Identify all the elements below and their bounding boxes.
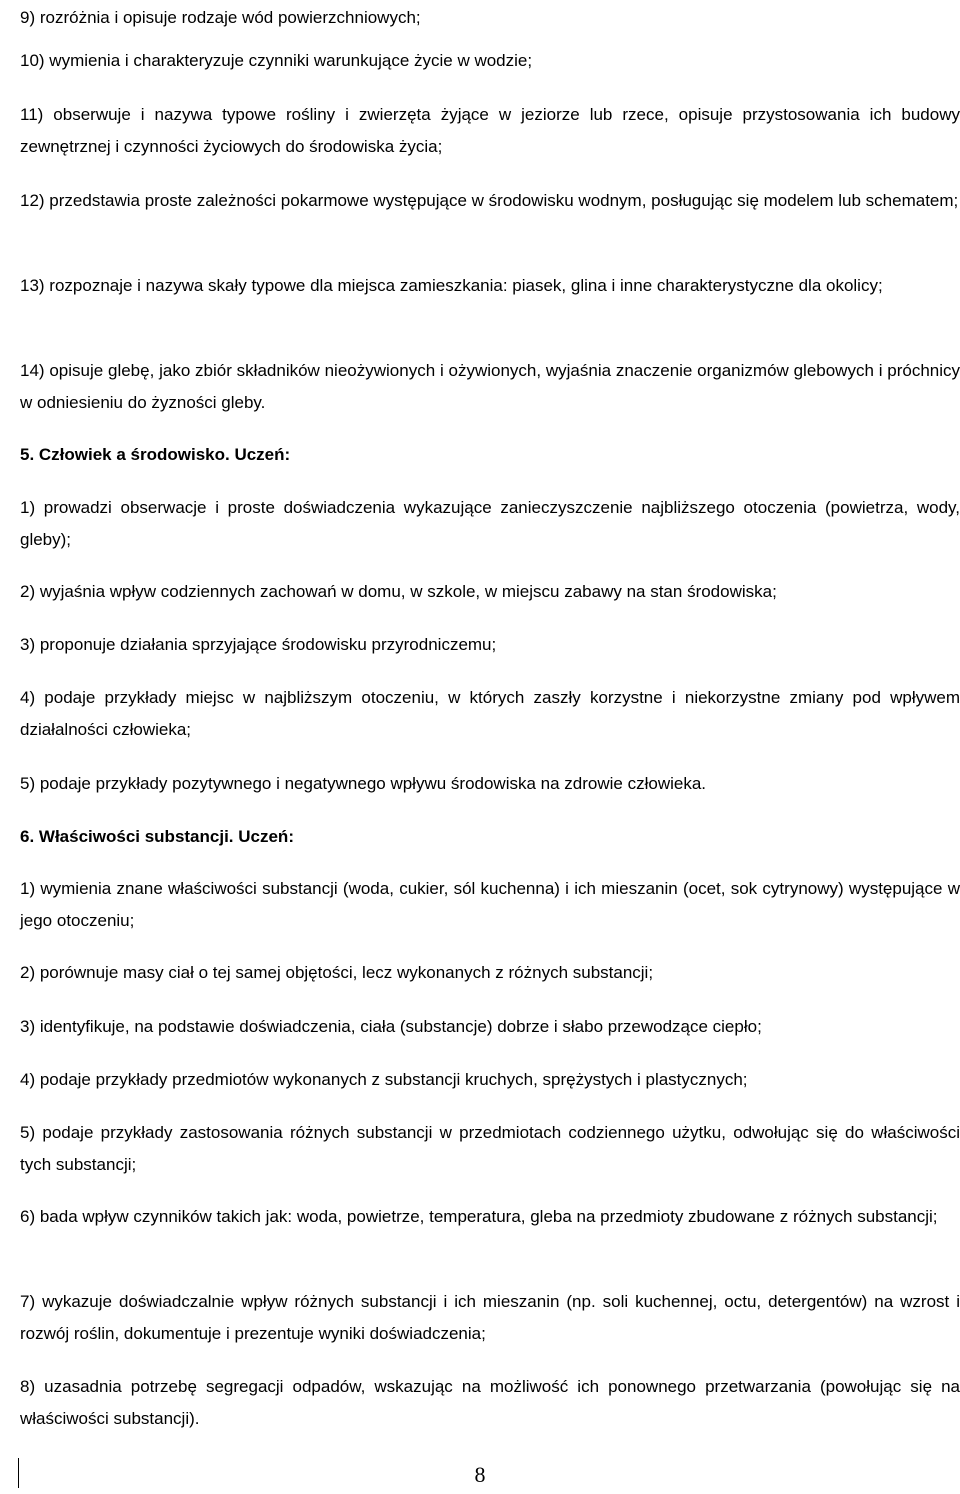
list-item: 1) prowadzi obserwacje i proste doświadczenia wykazujące zanieczyszczenie najbliższego otoczenia (powietrza, wody, gleby); (20, 498, 960, 549)
list-item: 10) wymienia i charakteryzuje czynniki warunkujące życie w wodzie; (20, 51, 533, 70)
list-item: 11) obserwuje i nazywa typowe rośliny i zwierzęta żyjące w jeziorze lub rzece, opisuje przystosowania ich budowy zewnętrznej i czynności życiowych do środowiska życia; (20, 105, 960, 156)
list-item: 1) wymienia znane właściwości substancji (woda, cukier, sól kuchenna) i ich mieszanin (ocet, sok cytrynowy) występujące w jego otoczeniu; (20, 879, 960, 930)
list-item: 6) bada wpływ czynników takich jak: woda, powietrze, temperatura, gleba na przedmioty zbudowane z różnych substancji; (20, 1207, 938, 1226)
list-item: 12) przedstawia proste zależności pokarmowe występujące w środowisku wodnym, posługując się modelem lub schematem; (20, 191, 959, 210)
section-heading: 5. Człowiek a środowisko. Uczeń: (20, 445, 291, 464)
list-item: 4) podaje przykłady miejsc w najbliższym otoczeniu, w których zaszły korzystne i niekorzystne zmiany pod wpływem działalności człowieka; (20, 688, 960, 739)
list-item: 13) rozpoznaje i nazywa skały typowe dla miejsca zamieszkania: piasek, glina i inne charakterystyczne dla okolicy; (20, 276, 883, 295)
list-item: 2) wyjaśnia wpływ codziennych zachowań w domu, w szkole, w miejscu zabawy na stan środowiska; (20, 582, 777, 601)
list-item: 14) opisuje glebę, jako zbiór składników nieożywionych i ożywionych, wyjaśnia znaczenie organizmów glebowych i próchnicy w odniesieniu do żyzności gleby. (20, 361, 960, 412)
list-item: 3) identyfikuje, na podstawie doświadczenia, ciała (substancje) dobrze i słabo przewodzące ciepło; (20, 1017, 762, 1036)
list-item: 5) podaje przykłady pozytywnego i negatywnego wpływu środowiska na zdrowie człowieka. (20, 774, 707, 793)
list-item: 2) porównuje masy ciał o tej samej objętości, lecz wykonanych z różnych substancji; (20, 963, 654, 982)
list-item: 5) podaje przykłady zastosowania różnych substancji w przedmiotach codziennego użytku, odwołując się do właściwości tych substancji; (20, 1123, 960, 1174)
list-item: 7) wykazuje doświadczalnie wpływ różnych substancji i ich mieszanin (np. soli kuchennej, octu, detergentów) na wzrost i rozwój roślin, dokumentuje i prezentuje wyniki doświadczenia; (20, 1292, 960, 1343)
page-number: 8 (474, 1462, 486, 1487)
list-item: 9) rozróżnia i opisuje rodzaje wód powierzchniowych; (20, 8, 421, 27)
list-item: 4) podaje przykłady przedmiotów wykonanych z substancji kruchych, sprężystych i plastycznych; (20, 1070, 748, 1089)
section-heading: 6. Właściwości substancji. Uczeń: (20, 827, 294, 846)
list-item: 8) uzasadnia potrzebę segregacji odpadów, wskazując na możliwość ich ponownego przetwarzania (powołując się na właściwości substancji). (20, 1377, 960, 1428)
list-item: 3) proponuje działania sprzyjające środowisku przyrodniczemu; (20, 635, 497, 654)
